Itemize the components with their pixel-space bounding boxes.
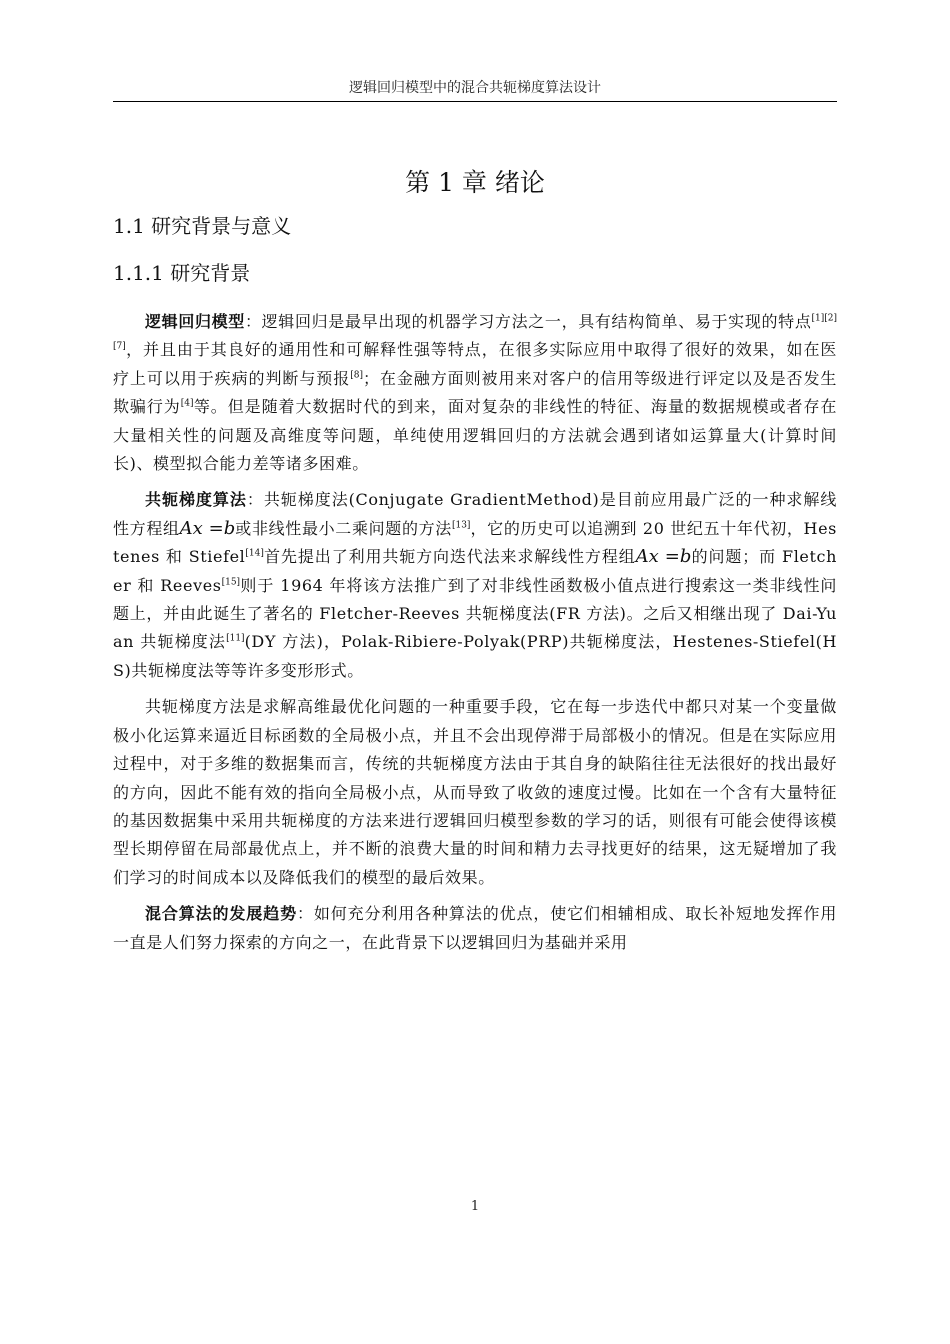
paragraph-text: ；在金融方面则被用来对客户的信用等级进行评定以及是否发生欺骗行为 [113, 368, 837, 417]
paragraph-text: 等。但是随着大数据时代的到来，面对复杂的非线性的特征、海量的数据规模或者存在大量相关性的问题及高维度等问题，单纯使用逻辑回归的方法就会遇到诸如运算量大(计算时间长)、模型拟合能力差等诸多困难。 [113, 397, 837, 474]
paragraph-text: 或非线性最小二乘问题的方法 [235, 518, 452, 538]
paragraph-text: ：逻辑回归是最早出现的机器学习方法之一，具有结构简单、易于实现的特点 [244, 312, 812, 331]
citation: [11] [226, 634, 245, 645]
paragraph-text: ，并且由于其良好的通用性和可解释性强等特点，在很多实际应用中取得了很好的效果，如在医疗上可以用于疾病的判断与预报 [113, 340, 837, 388]
math-equation: Ax =b [179, 517, 236, 539]
paragraph-text: ：如何充分利用各种算法的优点，使它们相辅相成、取长补短地发挥作用一直是人们努力探索的方向之一，在此背景下以逻辑回归为基础并采用 [113, 904, 837, 952]
paragraph-logistic-regression [113, 308, 837, 478]
paragraph-text: ，它的历史可以追溯到 20 世纪五十年代初，Hestenes 和 Stiefel [113, 518, 837, 567]
paragraph-text: 首先提出了利用共轭方向迭代法来求解线性方程组 [263, 547, 636, 567]
paragraph-conjugate-gradient [113, 486, 837, 685]
paragraph-lead: 逻辑回归模型 [145, 312, 245, 331]
paragraph-cg-limitations: 共轭梯度方法是求解高维最优化问题的一种重要手段，它在每一步迭代中都只对某一个变量做极小化运算来逼近目标函数的全局极小点，并且不会出现停滞于局部极小的情况。但是在实际应用过程中，对于多维的数据集而言，传统的共轭梯度方法由于其自身的缺陷往往无法很好的找出最好的方向，因此不能有效的指向全局极小点，从而导致了收敛的速度过慢。比如在一个含有大量特征的基因数据集中采用共轭梯度的方法来进行逻辑回归模型参数的学习的话，则很有可能会使得该模型长期停留在局部最优点上，并不断的浪费大量的时间和精力去寻找更好的结果，这无疑增加了我们学习的时间成本以及降低我们的模型的最后效果。 [113, 697, 837, 887]
page-number: 1 [470, 1199, 480, 1214]
section-heading: 1.1 研究背景与意义 [113, 214, 292, 238]
paragraph-text: ：共轭梯度法(Conjugate GradientMethod)是目前应用最广泛的一种求解线性方程组 [113, 490, 837, 538]
paragraph-text: 则于 1964 年将该方法推广到了对非线性函数极小值点进行搜索这一类非线性问题上，并由此诞生了著名的 Fletcher-Reeves 共轭梯度法(FR 方法)。之后又相继出现了 Dai-Yuan 共轭梯度法 [113, 575, 837, 652]
paragraph-text: 的问题；而 Fletcher 和 Reeves [113, 547, 837, 595]
citation: [14] [245, 548, 264, 559]
running-header: 逻辑回归模型中的混合共轭梯度算法设计 [349, 80, 601, 96]
citation: [4] [180, 398, 194, 409]
citation: [15] [221, 577, 241, 588]
header-rule [113, 101, 837, 102]
paragraph-lead: 混合算法的发展趋势 [145, 904, 297, 924]
chapter-title: 第 1 章 绪论 [405, 168, 545, 197]
paragraph-lead: 共轭梯度算法 [145, 490, 247, 510]
paragraph-text: (DY 方法)，Polak-Ribiere-Polyak(PRP)共轭梯度法，Hestenes-Stiefel(HS)共轭梯度法等等许多变形形式。 [113, 632, 837, 680]
citation: [8] [350, 370, 363, 381]
citation: [1][2][7] [113, 313, 837, 353]
math-equation: Ax =b [635, 546, 692, 568]
subsection-heading: 1.1.1 研究背景 [113, 261, 251, 285]
paragraph-hybrid-trend [113, 900, 837, 957]
body-text [113, 308, 837, 965]
citation: [13] [451, 520, 471, 531]
